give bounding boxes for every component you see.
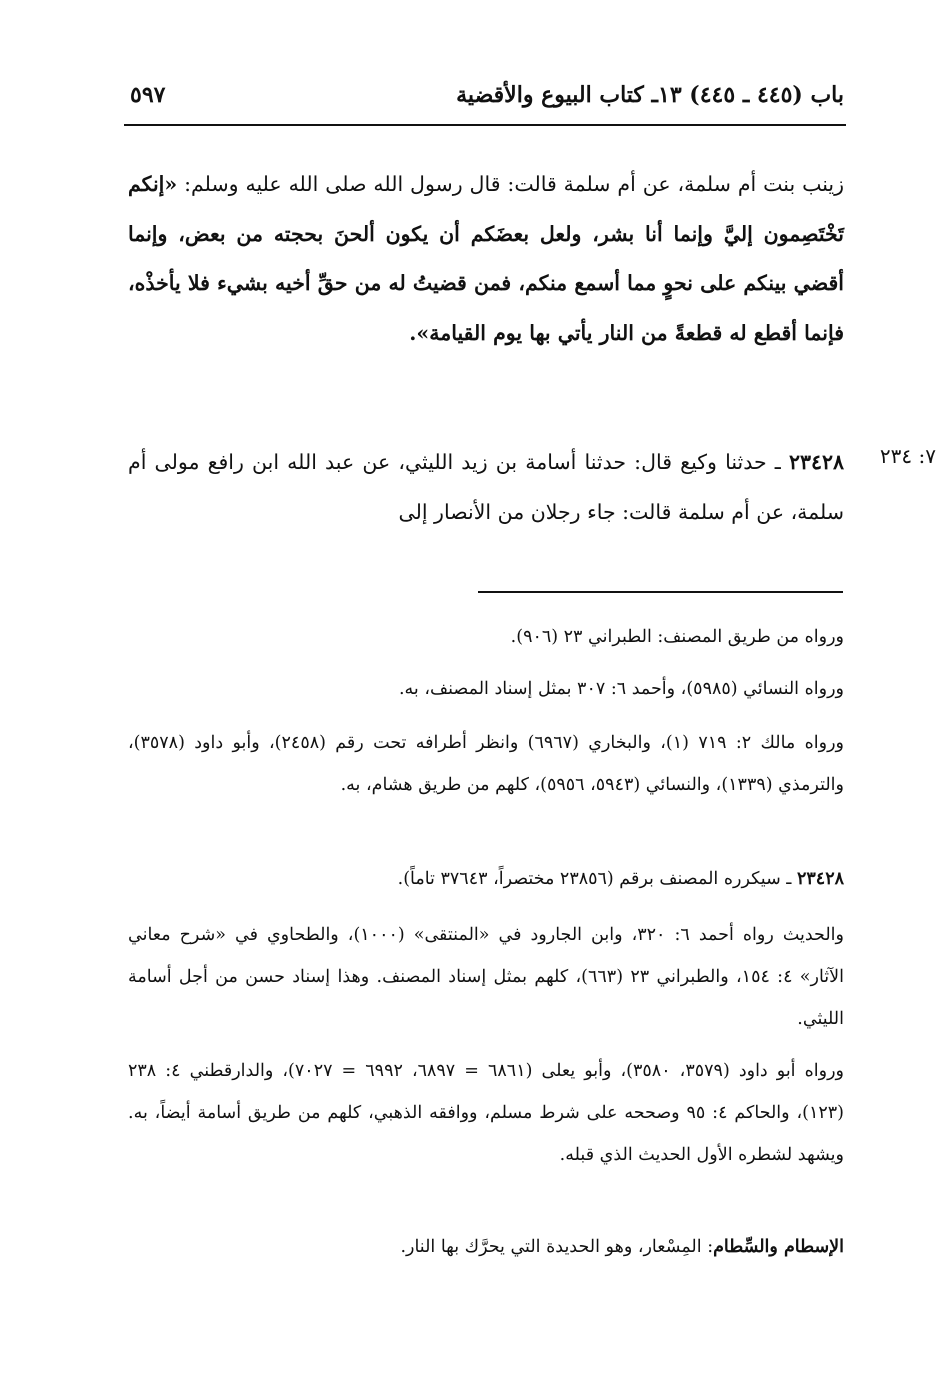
footnote-line: ورواه النسائي (٥٩٨٥)، وأحمد ٦: ٣٠٧ بمثل إسناد المصنف، به. <box>398 679 844 699</box>
footnote-paragraph: ورواه أبو داود (٣٥٧٩، ٣٥٨٠)، وأبو يعلى (٦٨٦١ = ٦٨٩٧، ٦٩٩٢ = ٧٠٢٧)، والدارقطني ٤: ٢٣٨ (١٢٣)، والحاكم ٤: ٩٥ وصححه على شرط مسلم، ووافقه الذهبي، كلهم من طريق أسامة أيضاً، به. ويشهد لشطره الأول الحديث الذي قبله. <box>128 1061 844 1165</box>
glossary-note <box>128 1226 844 1268</box>
footnote-paragraph: ورواه مالك ٢: ٧١٩ (١)، والبخاري (٦٩٦٧) وانظر أطرافه تحت رقم (٢٤٥٨)، وأبو داود (٣٥٧٨)، والترمذي (١٣٣٩)، والنسائي (٥٩٤٣، ٥٩٥٦)، كلهم من طريق هشام، به. <box>128 733 844 795</box>
chapter-title: باب (٤٤٥ ـ ٤٤٥) ١٣ـ كتاب البيوع والأقضية <box>456 82 844 108</box>
header-rule <box>124 124 846 126</box>
running-header <box>124 82 844 118</box>
footnote-hadith-text: ـ سيكرره المصنف برقم (٢٣٨٥٦ مختصراً، ٣٧٦٤٣ تاماً). <box>397 869 797 889</box>
hadith-paragraph <box>128 438 844 537</box>
glossary-definition: : المِسْعار، وهو الحديدة التي يحرَّك بها النار. <box>400 1237 714 1257</box>
hadith-quote-text: «إنكم تَخْتَصِمون إليَّ وإنما أنا بشر، ولعل بعضَكم أن يكون ألحنَ بحجته من بعض، وإنما أقضي بينكم على نحوٍ مما أسمع منكم، فمن قضيتُ له من حقِّ أخيه بشيء فلا يأخذْه، فإنما أقطع له قطعةً من النار يأتي بها يوم القيامة». <box>128 172 844 345</box>
footnote-separator <box>478 591 843 593</box>
hadith-intro-text: زينب بنت أم سلمة، عن أم سلمة قالت: قال رسول الله صلى الله عليه وسلم: <box>177 172 844 196</box>
footnote-line: ورواه من طريق المصنف: الطبراني ٢٣ (٩٠٦). <box>510 627 844 647</box>
hadith-text: ـ حدثنا وكيع قال: حدثنا أسامة بن زيد الليثي، عن عبد الله ابن رافع مولى أم سلمة، عن أم سلمة قالت: جاء رجلان من الأنصار إلى <box>128 450 844 524</box>
footnote-paragraph: والحديث رواه أحمد ٦: ٣٢٠، وابن الجارود في «المنتقى» (١٠٠٠)، والطحاوي في «شرح معاني الآثار» ٤: ١٥٤، والطبراني ٢٣ (٦٦٣)، كلهم بمثل إسناد المصنف. وهذا إسناد حسن من أجل أسامة الليثي. <box>128 925 845 1029</box>
hadith-number: ٢٣٤٢٨ <box>788 450 844 474</box>
page-number: ٥٩٧ <box>130 82 166 108</box>
hadith-continuation-paragraph <box>128 160 844 358</box>
footnote-hadith-number: ٢٣٤٢٨ <box>797 869 844 889</box>
margin-reference: ٧: ٢٣٤ <box>879 444 936 468</box>
glossary-term: الإسطام والسِّطام <box>713 1237 844 1257</box>
footnote-hadith-note <box>128 858 844 900</box>
